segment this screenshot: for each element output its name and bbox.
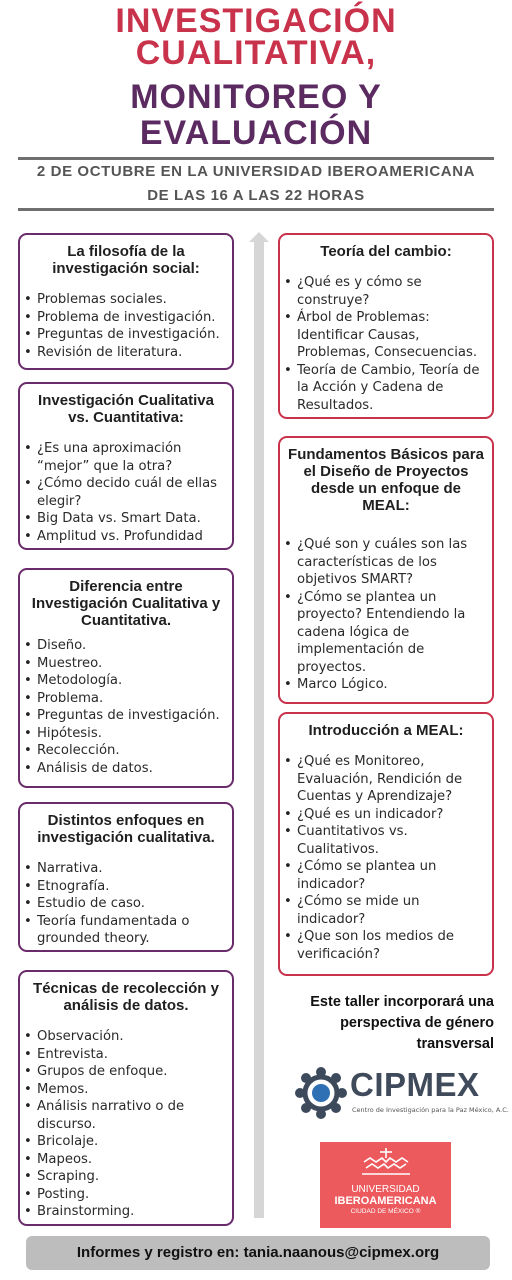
list-item: • Marco Lógico.	[280, 676, 492, 694]
list-item: • ¿Cómo se plantea un indicador?	[280, 858, 492, 893]
list-item: • ¿Qué son y cuáles son las características de los objetivos SMART?	[280, 536, 492, 589]
timeline-arrow	[254, 240, 264, 1218]
card-title: Distintos enfoques en investigación cualitativa.	[37, 812, 215, 846]
ibero-line-2: IBEROAMERICANA	[334, 1195, 437, 1207]
list-item: • Muestreo.	[20, 655, 232, 673]
card-list	[20, 637, 232, 777]
registration-text[interactable]: Informes y registro en: tania.naanous@cipmex.org	[76, 1244, 440, 1261]
event-time: DE LAS 16 A LAS 22 HORAS	[147, 187, 365, 204]
cipmex-wordmark: CIPMEX	[350, 1066, 480, 1103]
card-list	[20, 291, 232, 361]
card-introduccion-meal	[278, 712, 494, 976]
registration-footer	[26, 1236, 490, 1270]
list-item: • Problema de investigación.	[20, 309, 232, 327]
list-item: • Preguntas de investigación.	[20, 326, 232, 344]
list-item: • ¿Cómo se mide un indicador?	[280, 893, 492, 928]
card-title: La filosofía de la investigación social:	[52, 243, 200, 277]
card-teoria-cambio	[278, 233, 494, 419]
card-title: Diferencia entre Investigación Cualitativa y Cuantitativa.	[31, 578, 221, 629]
list-item: • Teoría fundamentada o grounded theory.	[20, 913, 232, 948]
card-list	[280, 753, 492, 963]
header-rule-bottom	[18, 208, 494, 211]
card-title: Teoría del cambio:	[320, 243, 452, 260]
list-item: • Grupos de enfoque.	[20, 1063, 232, 1081]
list-item: • Memos.	[20, 1081, 232, 1099]
list-item: • Big Data vs. Smart Data.	[20, 510, 232, 528]
ibero-crest-icon	[356, 1146, 416, 1182]
list-item: • Análisis de datos.	[20, 760, 232, 778]
list-item: • Problemas sociales.	[20, 291, 232, 309]
list-item: • Árbol de Problemas: Identificar Causas, Problemas, Consecuencias.	[280, 309, 492, 362]
card-title: Introducción a MEAL:	[308, 722, 464, 739]
list-item: • ¿Que son los medios de verificación?	[280, 928, 492, 963]
card-list	[280, 274, 492, 414]
list-item: • Etnografía.	[20, 878, 232, 896]
card-cualitativa-vs-cuantitativa	[18, 382, 234, 550]
list-item: • Entrevista.	[20, 1046, 232, 1064]
list-item: • Revisión de literatura.	[20, 344, 232, 362]
list-item: • ¿Cómo decido cuál de ellas elegir?	[20, 475, 232, 510]
list-item: • Bricolaje.	[20, 1133, 232, 1151]
card-enfoques	[18, 802, 234, 952]
card-filosofia	[18, 233, 234, 370]
list-item: • Hipótesis.	[20, 725, 232, 743]
list-item: • Scraping.	[20, 1168, 232, 1186]
list-item: • Mapeos.	[20, 1151, 232, 1169]
list-item: • Recolección.	[20, 742, 232, 760]
card-fundamentos-meal	[278, 436, 494, 704]
list-item: • Preguntas de investigación.	[20, 707, 232, 725]
ibero-logo	[320, 1142, 451, 1228]
list-item: • ¿Es una aproximación “mejor” que la otra?	[20, 440, 232, 475]
title-line-2: CUALITATIVA,	[135, 34, 377, 72]
card-title: Investigación Cualitativa vs. Cuantitativa:	[38, 392, 214, 426]
event-date: 2 DE OCTUBRE EN LA UNIVERSIDAD IBEROAMERICANA	[36, 163, 476, 180]
card-diferencia	[18, 568, 234, 788]
gender-perspective-note: Este taller incorporará una perspectiva de género transversal	[310, 994, 494, 1052]
list-item: • Problema.	[20, 690, 232, 708]
header-rule-top	[18, 157, 494, 160]
gear-icon	[294, 1066, 348, 1120]
cipmex-tagline: Centro de Investigación para la Paz México, A.C.	[352, 1106, 509, 1114]
card-list	[20, 1028, 232, 1221]
list-item: • Diseño.	[20, 637, 232, 655]
title-line-3: MONITOREO Y	[130, 78, 382, 116]
list-item: • Teoría de Cambio, Teoría de la Acción y Cadena de Resultados.	[280, 362, 492, 415]
card-tecnicas	[18, 970, 234, 1226]
list-item: • ¿Qué es y cómo se construye?	[280, 274, 492, 309]
list-item: • ¿Qué es un indicador?	[280, 806, 492, 824]
card-list	[20, 860, 232, 948]
list-item: • Estudio de caso.	[20, 895, 232, 913]
list-item: • ¿Qué es Monitoreo, Evaluación, Rendición de Cuentas y Aprendizaje?	[280, 753, 492, 806]
ibero-line-1: UNIVERSIDAD	[351, 1184, 420, 1195]
list-item: • Cuantitativos vs. Cualitativos.	[280, 823, 492, 858]
title-line-4: EVALUACIÓN	[139, 114, 373, 152]
ibero-line-3: CIUDAD DE MÉXICO ®	[350, 1208, 421, 1215]
card-list	[20, 440, 232, 545]
list-item: • Análisis narrativo o de discurso.	[20, 1098, 232, 1133]
list-item: • ¿Cómo se plantea un proyecto? Entendiendo la cadena lógica de implementación de proyectos.	[280, 589, 492, 677]
card-title: Fundamentos Básicos para el Diseño de Proyectos desde un enfoque de MEAL:	[288, 446, 484, 514]
card-list	[280, 536, 492, 694]
list-item: • Brainstorming.	[20, 1203, 232, 1221]
list-item: • Observación.	[20, 1028, 232, 1046]
card-title: Técnicas de recolección y análisis de datos.	[33, 980, 219, 1014]
list-item: • Posting.	[20, 1186, 232, 1204]
cipmex-logo	[294, 1064, 509, 1122]
list-item: • Narrativa.	[20, 860, 232, 878]
title-line-1: INVESTIGACIÓN	[115, 2, 397, 40]
list-item: • Amplitud vs. Profundidad	[20, 528, 232, 546]
list-item: • Metodología.	[20, 672, 232, 690]
